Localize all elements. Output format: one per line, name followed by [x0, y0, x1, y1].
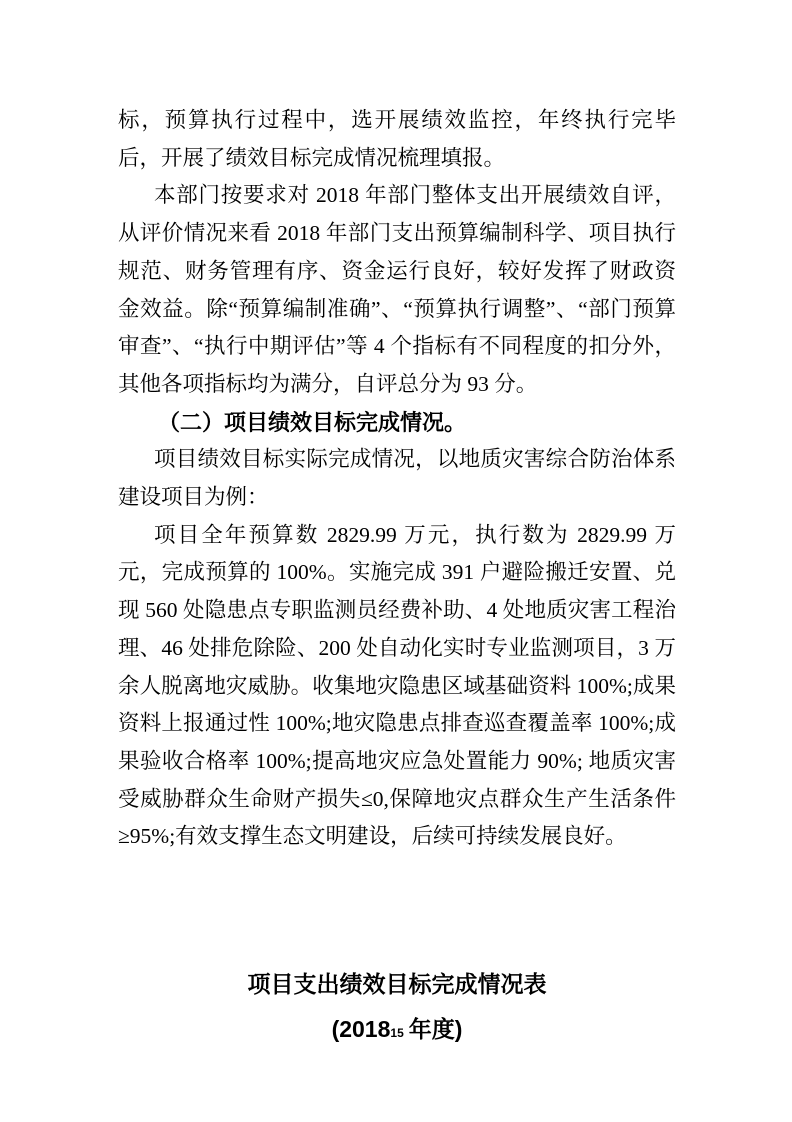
paragraph-project-example-intro: 项目绩效目标实际完成情况，以地质灾害综合防治体系建设项目为例： — [118, 447, 676, 510]
paragraph-overall-self-evaluation: 本部门按要求对 2018 年部门整体支出开展绩效自评，从评价情况来看 2018 年部门支出预算编制科学、项目执行规范、财务管理有序、资金运行良好，较好发挥了财政资金效益。除“预算编制准确”、“预算执行调整”、“部门预算审查”、“执行中期评估”等 4 个指标有不同程度的扣分外，其他各项指标均为满分，自评总分为 93 分。 — [118, 183, 676, 396]
subtitle-year-prefix: (2018 — [331, 1016, 391, 1042]
subtitle-year-suffix: 年度) — [408, 1016, 463, 1042]
page-number: 15 — [390, 1026, 404, 1040]
paragraph-project-completion-details: 项目全年预算数 2829.99 万元，执行数为 2829.99 万元，完成预算的 100%。实施完成 391 户避险搬迁安置、兑现 560 处隐患点专职监测员经费补助、4 处地质灾害工程治理、46 处排危除险、200 处自动化实时专业监测项目，3 万余人脱离地灾威胁。收集地灾隐患区域基础资料 100%;成果资料上报通过性 100%;地灾隐患点排查巡查覆盖率 100%;成果验收合格率 100%;提高地灾应急处置能力 90%; 地质灾害受威胁群众生命财产损失≤0,保障地灾点群众生产生活条件≥95%;有效支撑生态文明建设，后续可持续发展良好。 — [118, 522, 676, 849]
document-body — [118, 102, 676, 856]
table-title: 项目支出绩效目标完成情况表 — [247, 971, 547, 997]
table-subtitle — [118, 1016, 676, 1047]
paragraph-continuation: 标，预算执行过程中，选开展绩效监控，年终执行完毕后，开展了绩效目标完成情况梳理填报。 — [118, 108, 676, 170]
section-heading: （二）项目绩效目标完成情况。 — [158, 409, 467, 435]
